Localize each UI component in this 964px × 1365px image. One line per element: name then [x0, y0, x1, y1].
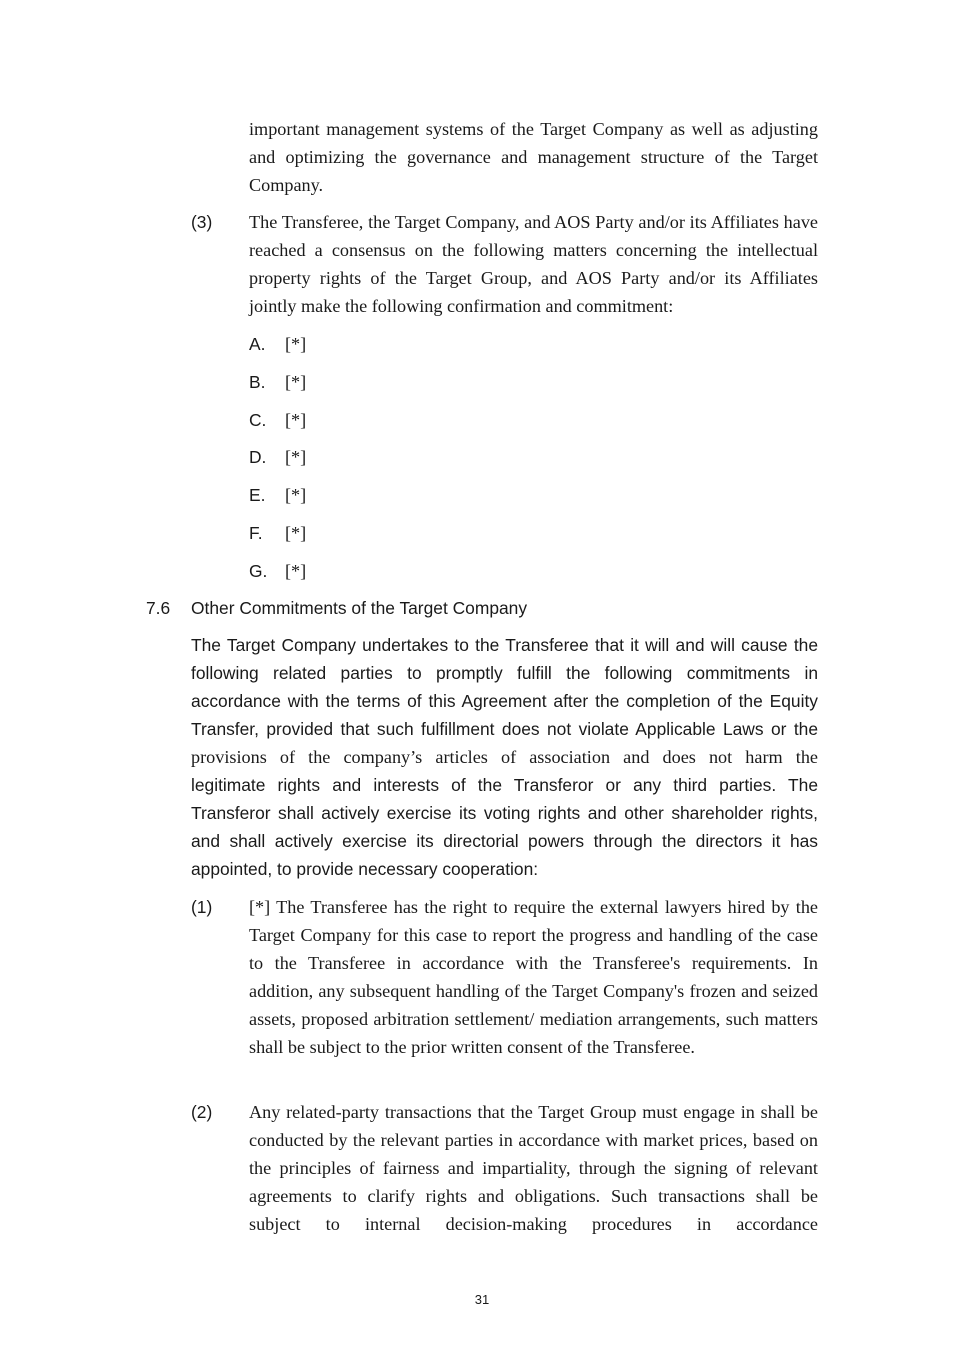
commitment-2-text: Any related-party transactions that the Target Group must engage in shall be conducted by the relevant parties in accordance with market prices, based on the principles of fairness and impartiality, through the signing of relevant agreements to clarify rights and obligations. Such transactions shall be subject to internal decision-making procedures in accordance [249, 1102, 818, 1234]
subitem-text: [*] [285, 447, 307, 467]
commitment-1-text: [*] The Transferee has the right to require the external lawyers hired by the Target Company for this case to report the progress and handling of the case to the Transferee in accordance with the Transferee's requirements. In addition, any subsequent handling of the Target Company's frozen and seized assets, proposed arbitration settlement/ mediation arrangements, such matters shall be subject to the prior written consent of the Transferee. [249, 897, 818, 1057]
commitment-1-number: (1) [191, 897, 213, 917]
continued-paragraph: important management systems of the Target Company as well as adjusting and optimizing the governance and management structure of the Target Company. [249, 119, 818, 195]
subitem-letter: D. [249, 447, 267, 467]
subitem-letter: B. [249, 372, 266, 392]
section-intro-part-2: provisions of the company’s articles of association and does not harm the [191, 747, 818, 767]
subitem-letter: F. [249, 523, 263, 543]
subitem-text: [*] [285, 334, 307, 354]
section-intro-part-1: The Target Company undertakes to the Transferee that it will and will cause the following related parties to promptly fulfill the following commitments in accordance with the terms of this Agreement after the completion of the Equity Transfer, provided that such fulfillment does not violate Applicable Laws or the [191, 635, 818, 739]
section-title: Other Commitments of the Target Company [191, 598, 528, 618]
item-3-number: (3) [191, 212, 213, 232]
commitment-2-number: (2) [191, 1102, 213, 1122]
section-number: 7.6 [146, 598, 171, 618]
subitem-letter: A. [249, 334, 266, 354]
subitem-text: [*] [285, 523, 307, 543]
page-number: 31 [474, 1292, 490, 1307]
subitem-letter: G. [249, 561, 268, 581]
subitem-text: [*] [285, 561, 307, 581]
section-intro-part-3: legitimate rights and interests of the Transferor or any third parties. The Transferor shall actively exercise its voting rights and other shareholder rights, and shall actively exercise its directorial powers through the directors it has appointed, to provide necessary cooperation: [191, 775, 818, 879]
subitem-text: [*] [285, 485, 307, 505]
subitem-letter: E. [249, 485, 266, 505]
subitem-letter: C. [249, 410, 267, 430]
subitem-text: [*] [285, 410, 307, 430]
item-3-text: The Transferee, the Target Company, and AOS Party and/or its Affiliates have reached a consensus on the following matters concerning the intellectual property rights of the Target Group, and AOS Party and/or its Affiliates jointly make the following confirmation and commitment: [249, 212, 818, 316]
subitem-text: [*] [285, 372, 307, 392]
